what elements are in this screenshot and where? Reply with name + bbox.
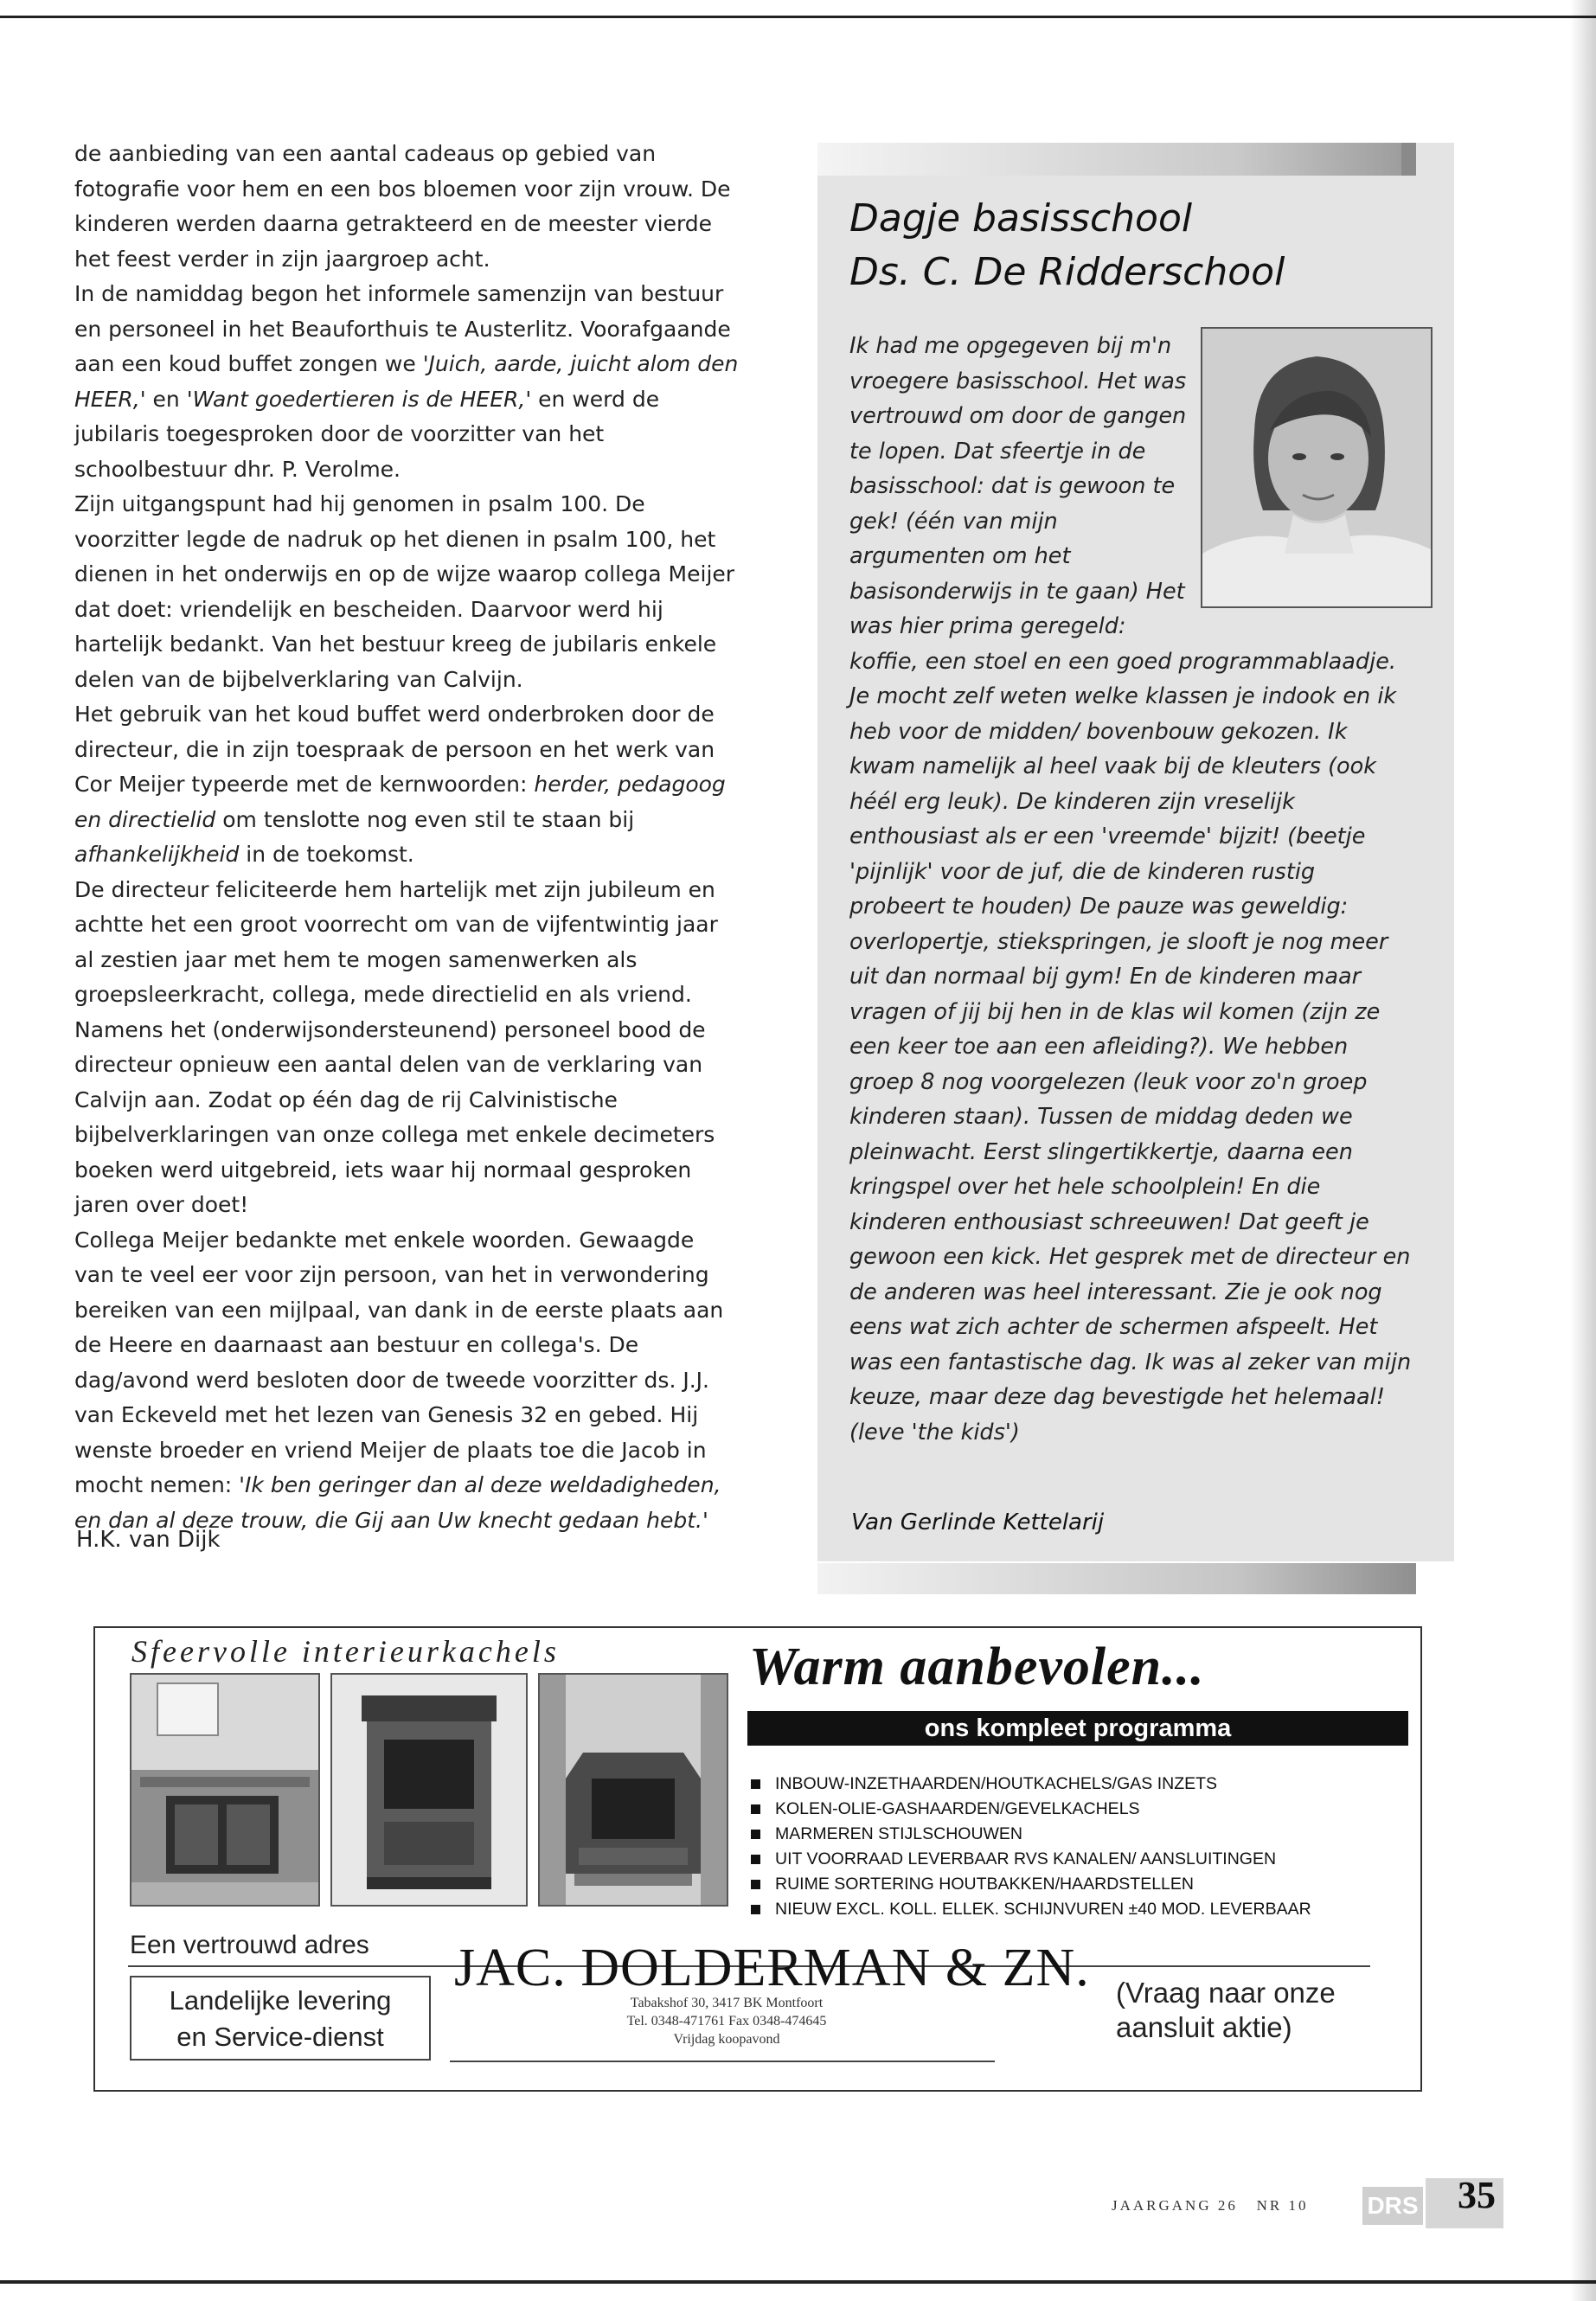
sidebar-body <box>849 329 1412 1450</box>
ad-product-item: KOLEN-OLIE-GASHAARDEN/GEVELKACHELS <box>749 1797 1311 1822</box>
ad-address <box>454 1994 999 2048</box>
article-italic-run: afhankelijkheid <box>74 842 240 867</box>
ad-service-box <box>130 1976 431 2061</box>
ad-trust-text: Een vertrouwd adres <box>130 1931 369 1959</box>
bottom-rule <box>0 2280 1596 2284</box>
article-paragraph <box>74 277 740 487</box>
article-paragraph <box>74 487 740 697</box>
article-italic-run: 'Ik ben geringer dan al deze weldadigheden, en dan al deze trouw, die Gij aan Uw knecht gedaan hebt.' <box>74 1472 721 1533</box>
article-text-run: en <box>145 386 187 412</box>
sidebar-title <box>849 192 1285 299</box>
scan-edge-shadow <box>1570 0 1596 2301</box>
ad-offer <box>1116 1976 1336 2045</box>
article-italic-run: herder, pedagoog en directielid <box>74 772 726 832</box>
article-text-run: In de namiddag begon het informele samenzijn van bestuur en personeel in het Beauforthuis te Austerlitz. Voorafgaande aan een koud buffet zongen we <box>74 281 731 376</box>
sidebar-body-text: Ik had me opgegeven bij m'n vroegere basisschool. Het was vertrouwd om door de gangen te lopen. Dat sfeertje in de basisschool: dat is gewoon te gek! (één van mijn argumenten om het basisonderwijs in te gaan) Het was hier prima geregeld: koffie, een stoel en een goed programmablaadje. Je mocht zelf weten welke klassen je indook en ik heb voor de midden/ bovenbouw gekozen. Ik kwam namelijk al heel vaak bij de kleuters (ook héél erg leuk). De kinderen zijn vreselijk enthousiast als er een 'vreemde' bijzit! (beetje 'pijnlijk' voor de juf, die de kinderen rustig probeert te houden) De pauze was geweldig: overlopertje, stiekspringen, je slooft je nog meer uit dan normaal bij gym! En de kinderen maar vragen of jij bij hen in de klas wil komen (zijn ze een keer toe aan een afleiding?). We hebben groep 8 nog voorgelezen (leuk voor zo'n groep kinderen staan). Tussen de middag deden we pleinwacht. Eerst slingertikkertje, daarna een kringspel over het hele schoolplein! En die kinderen enthousiast schreeuwen! Dat geeft je gewoon een kick. Het gesprek met de directeur en de anderen was heel interessant. Zie je ook nog eens wat zich achter de schermen afspeelt. Het was een fantastische dag. Ik was al zeker van mijn keuze, maar deze dag bevestigde het helemaal! (leve 'the kids') <box>849 333 1412 1445</box>
article-text-run: en werd de jubilaris toegesproken door de voorzitter van het schoolbestuur dhr. P. Verolme. <box>74 386 660 482</box>
advertisement <box>93 1626 1422 2092</box>
magazine-logo: DRS <box>1362 2187 1423 2225</box>
top-rule <box>0 16 1596 18</box>
article-text-run: de aanbieding van een aantal cadeaus op gebied van fotografie voor hem en een bos bloemen voor zijn vrouw. De kinderen werden daarna getrakteerd en de meester vierde het feest verder in zijn jaargroep acht. <box>74 141 731 272</box>
sidebar-top-bar <box>817 143 1416 176</box>
sidebar-bottom-bar <box>817 1563 1416 1594</box>
sidebar-top-edge <box>1401 143 1416 176</box>
ad-product-item: RUIME SORTERING HOUTBAKKEN/HAARDSTELLEN <box>749 1872 1311 1897</box>
ad-product-item: NIEUW EXCL. KOLL. ELLEK. SCHIJNVUREN ±40 MOD. LEVERBAAR <box>749 1897 1311 1922</box>
ad-address-line-2: Tel. 0348-471761 Fax 0348-474645 <box>626 2014 827 2029</box>
ad-offer-line-2: aansluit aktie) <box>1116 2011 1292 2043</box>
ad-address-line-1: Tabakshof 30, 3417 BK Montfoort <box>630 1996 824 2010</box>
ad-product-item: INBOUW-INZETHAARDEN/HOUTKACHELS/GAS INZETS <box>749 1772 1311 1797</box>
article-text-run: om tenslotte nog even stil te staan bij <box>215 806 635 832</box>
ad-service-line-1: Landelijke levering <box>169 1985 392 2016</box>
ad-product-list <box>749 1772 1311 1922</box>
ad-bottom-divider <box>450 2061 995 2062</box>
article-paragraph <box>74 1223 740 1539</box>
ad-product-item: MARMEREN STIJLSCHOUWEN <box>749 1822 1311 1847</box>
page-number: 35 <box>1458 2174 1496 2216</box>
article-text-run: Collega Meijer bedankte met enkele woorden. Gewaagde van te veel eer voor zijn persoon, van het in verwondering bereiken van een mijlpaal, van dank in de eerste plaats aan de Heere en daarnaast aan bestuur en collega's. De dag/avond werd besloten door de tweede voorzitter ds. J.J. van Eckeveld met het lezen van Genesis 32 en gebed. Hij wenste broeder en vriend Meijer de plaats toe die Jacob in mocht nemen: <box>74 1227 724 1497</box>
ad-banner: ons kompleet programma <box>747 1711 1408 1746</box>
portrait-illustration <box>1202 329 1431 606</box>
volume-label: JAARGANG 26 <box>1112 2197 1238 2214</box>
article-text-run: Zijn uitgangspunt had hij genomen in psalm 100. De voorzitter legde de nadruk op het dienen in psalm 100, het dienen in het onderwijs en op de wijze waarop collega Meijer dat doet: vriendelijk en bescheiden. Daarvoor werd hij hartelijk bedankt. Van het bestuur kreeg de jubilaris enkele delen van de bijbelverklaring van Calvijn. <box>74 491 735 692</box>
ad-tagline: Sfeervolle interieurkachels <box>131 1634 560 1669</box>
article-paragraph <box>74 873 740 1223</box>
ad-photo-stove-octagonal <box>538 1673 728 1907</box>
page-footer <box>1112 2197 1309 2214</box>
ad-offer-line-1: (Vraag naar onze <box>1116 1977 1336 2009</box>
article-paragraph <box>74 697 740 873</box>
ad-product-item: UIT VOORRAAD LEVERBAAR RVS KANALEN/ AANSLUITINGEN <box>749 1847 1311 1872</box>
ad-headline: Warm aanbevolen... <box>749 1638 1205 1696</box>
sidebar-signature: Van Gerlinde Kettelarij <box>851 1509 1105 1535</box>
sidebar-title-line-2: Ds. C. De Ridderschool <box>849 250 1285 294</box>
article-text-run: Het gebruik van het koud buffet werd onderbroken door de directeur, die in zijn toespraak de persoon en het werk van Cor Meijer typeerde met de kernwoorden: <box>74 702 715 797</box>
article-text-run: De directeur feliciteerde hem hartelijk met zijn jubileum en achtte het een groot voorrecht om van de vijfentwintig jaar al zestien jaar met hem te mogen samenwerken als groepsleerkracht, collega, mede directielid en als vriend. Namens het (onderwijsondersteunend) personeel bood de directeur opnieuw een aantal delen van de verklaring van Calvijn aan. Zodat op één dag de rij Calvinistische bijbelverklaringen van onze collega met enkele decimeters boeken werd uitgebreid, iets waar hij normaal gesproken jaren over doet! <box>74 876 718 1217</box>
ad-photo-stove-tall <box>330 1673 528 1907</box>
portrait-photo <box>1201 327 1433 608</box>
article-paragraph <box>74 137 740 277</box>
article-italic-run: 'Juich, aarde, juicht alom den HEER,' <box>74 351 739 412</box>
ad-address-line-3: Vrijdag koopavond <box>673 2032 780 2047</box>
article-author: H.K. van Dijk <box>76 1527 221 1553</box>
ad-service-line-2: en Service-dienst <box>176 2022 384 2052</box>
issue-label: NR 10 <box>1256 2197 1309 2214</box>
sidebar-title-line-1: Dagje basisschool <box>849 196 1193 240</box>
article-text-run: in de toekomst. <box>239 842 414 867</box>
article-italic-run: 'Want goedertieren is de HEER,' <box>186 386 532 412</box>
article-body <box>74 137 740 1538</box>
ad-photo-fireplace <box>130 1673 320 1907</box>
ad-company-name: JAC. DOLDERMAN & ZN. <box>454 1939 1090 1997</box>
